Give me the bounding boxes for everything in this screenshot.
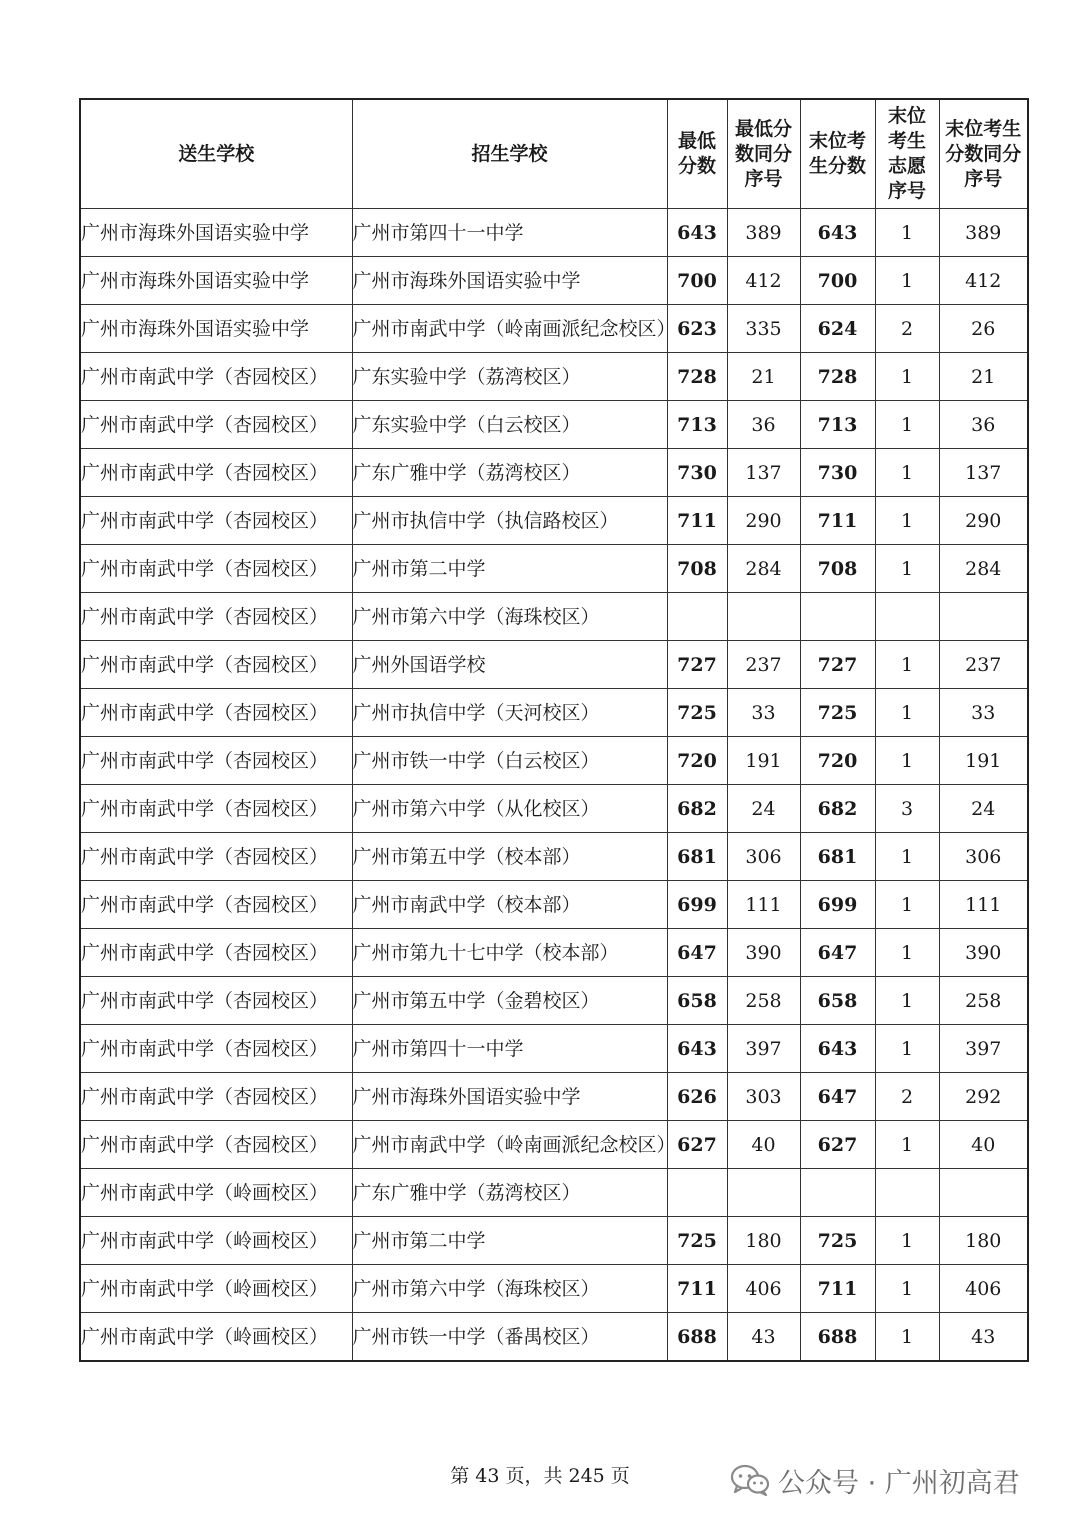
table-row: [80, 353, 1028, 401]
cell-admitting-school: 广州市第二中学: [352, 1217, 667, 1265]
cell-last-score: 699: [800, 881, 875, 929]
cell-last-choice-order: 1: [875, 977, 939, 1025]
cell-last-score: 725: [800, 1217, 875, 1265]
cell-min-score-rank: 303: [727, 1073, 800, 1121]
cell-last-score-rank: 284: [939, 545, 1028, 593]
cell-last-score: 727: [800, 641, 875, 689]
admission-score-table: [79, 98, 1029, 1362]
cell-last-score-rank: 137: [939, 449, 1028, 497]
cell-last-score-rank: [939, 593, 1028, 641]
cell-min-score: 682: [667, 785, 727, 833]
watermark: [730, 1460, 1020, 1500]
cell-admitting-school: 广州市第四十一中学: [352, 209, 667, 257]
cell-last-choice-order: 1: [875, 209, 939, 257]
cell-last-choice-order: 1: [875, 1217, 939, 1265]
cell-sending-school: 广州市南武中学（杏园校区）: [80, 689, 352, 737]
cell-last-score: 647: [800, 1073, 875, 1121]
cell-min-score: 688: [667, 1313, 727, 1362]
cell-min-score-rank: 191: [727, 737, 800, 785]
cell-min-score: 720: [667, 737, 727, 785]
cell-min-score-rank: 390: [727, 929, 800, 977]
header-last-choice-order: 末位 考生 志愿 序号: [875, 99, 939, 209]
cell-last-choice-order: 3: [875, 785, 939, 833]
cell-last-choice-order: 1: [875, 1313, 939, 1362]
table-row: [80, 401, 1028, 449]
cell-admitting-school: 广州市海珠外国语实验中学: [352, 257, 667, 305]
cell-last-choice-order: 1: [875, 1121, 939, 1169]
cell-min-score: 711: [667, 497, 727, 545]
cell-sending-school: 广州市南武中学（杏园校区）: [80, 737, 352, 785]
cell-admitting-school: 广州市第六中学（海珠校区）: [352, 593, 667, 641]
cell-min-score: 658: [667, 977, 727, 1025]
cell-min-score: 643: [667, 209, 727, 257]
table-row: [80, 977, 1028, 1025]
cell-last-choice-order: 1: [875, 689, 939, 737]
cell-min-score-rank: 389: [727, 209, 800, 257]
table-row: [80, 449, 1028, 497]
cell-last-score-rank: 191: [939, 737, 1028, 785]
header-min-score-rank: 最低分 数同分 序号: [727, 99, 800, 209]
cell-sending-school: 广州市南武中学（杏园校区）: [80, 1073, 352, 1121]
cell-min-score-rank: [727, 1169, 800, 1217]
cell-sending-school: 广州市南武中学（杏园校区）: [80, 401, 352, 449]
table-row: [80, 1169, 1028, 1217]
cell-min-score: 725: [667, 1217, 727, 1265]
cell-last-choice-order: 1: [875, 1265, 939, 1313]
cell-min-score-rank: 284: [727, 545, 800, 593]
cell-sending-school: 广州市南武中学（杏园校区）: [80, 545, 352, 593]
cell-last-choice-order: 1: [875, 641, 939, 689]
cell-last-score-rank: 397: [939, 1025, 1028, 1073]
cell-min-score: 699: [667, 881, 727, 929]
cell-sending-school: 广州市南武中学（杏园校区）: [80, 785, 352, 833]
cell-last-score-rank: 406: [939, 1265, 1028, 1313]
table-row: [80, 785, 1028, 833]
cell-last-score: 682: [800, 785, 875, 833]
cell-admitting-school: 广州市海珠外国语实验中学: [352, 1073, 667, 1121]
cell-last-score-rank: 33: [939, 689, 1028, 737]
cell-last-score-rank: 26: [939, 305, 1028, 353]
cell-sending-school: 广州市南武中学（杏园校区）: [80, 641, 352, 689]
cell-last-score-rank: 36: [939, 401, 1028, 449]
cell-min-score-rank: 111: [727, 881, 800, 929]
cell-last-score: [800, 1169, 875, 1217]
cell-min-score: 730: [667, 449, 727, 497]
table-row: [80, 881, 1028, 929]
cell-admitting-school: 广州市第五中学（校本部）: [352, 833, 667, 881]
cell-last-score-rank: 40: [939, 1121, 1028, 1169]
cell-last-score-rank: [939, 1169, 1028, 1217]
cell-min-score-rank: 397: [727, 1025, 800, 1073]
cell-min-score: 708: [667, 545, 727, 593]
cell-min-score: 725: [667, 689, 727, 737]
cell-last-score: 627: [800, 1121, 875, 1169]
header-admitting-school: 招生学校: [352, 99, 667, 209]
cell-min-score-rank: 290: [727, 497, 800, 545]
cell-last-score: 708: [800, 545, 875, 593]
cell-last-score-rank: 412: [939, 257, 1028, 305]
cell-last-score: 730: [800, 449, 875, 497]
cell-min-score-rank: 36: [727, 401, 800, 449]
cell-sending-school: 广州市南武中学（岭画校区）: [80, 1313, 352, 1362]
cell-admitting-school: 广州市执信中学（天河校区）: [352, 689, 667, 737]
cell-sending-school: 广州市南武中学（杏园校区）: [80, 497, 352, 545]
cell-last-choice-order: 2: [875, 305, 939, 353]
cell-last-score: 713: [800, 401, 875, 449]
cell-last-choice-order: 1: [875, 881, 939, 929]
cell-last-score-rank: 290: [939, 497, 1028, 545]
cell-min-score-rank: 237: [727, 641, 800, 689]
cell-sending-school: 广州市南武中学（杏园校区）: [80, 1121, 352, 1169]
cell-min-score-rank: 335: [727, 305, 800, 353]
cell-admitting-school: 广州市南武中学（岭南画派纪念校区）: [352, 1121, 667, 1169]
cell-admitting-school: 广州市执信中学（执信路校区）: [352, 497, 667, 545]
cell-last-choice-order: 1: [875, 401, 939, 449]
table-row: [80, 641, 1028, 689]
cell-min-score-rank: 33: [727, 689, 800, 737]
cell-last-choice-order: 1: [875, 353, 939, 401]
watermark-text: 公众号 · 广州初高君: [778, 1467, 1020, 1499]
header-sending-school: 送生学校: [80, 99, 352, 209]
table-row: [80, 833, 1028, 881]
cell-sending-school: 广州市南武中学（杏园校区）: [80, 353, 352, 401]
cell-min-score: [667, 1169, 727, 1217]
cell-admitting-school: 广州市第六中学（从化校区）: [352, 785, 667, 833]
table-row: [80, 497, 1028, 545]
table-row: [80, 929, 1028, 977]
cell-admitting-school: 广州市第四十一中学: [352, 1025, 667, 1073]
table-row: [80, 545, 1028, 593]
cell-last-score: 647: [800, 929, 875, 977]
cell-last-choice-order: 1: [875, 449, 939, 497]
cell-last-score-rank: 389: [939, 209, 1028, 257]
cell-last-choice-order: 1: [875, 545, 939, 593]
cell-last-score-rank: 390: [939, 929, 1028, 977]
cell-admitting-school: 广州市第九十七中学（校本部）: [352, 929, 667, 977]
cell-admitting-school: 广州市南武中学（岭南画派纪念校区）: [352, 305, 667, 353]
cell-sending-school: 广州市海珠外国语实验中学: [80, 257, 352, 305]
cell-last-score-rank: 24: [939, 785, 1028, 833]
table-row: [80, 1217, 1028, 1265]
cell-admitting-school: 广东实验中学（白云校区）: [352, 401, 667, 449]
table-row: [80, 1313, 1028, 1362]
cell-admitting-school: 广州市第二中学: [352, 545, 667, 593]
cell-sending-school: 广州市海珠外国语实验中学: [80, 305, 352, 353]
cell-last-score: 688: [800, 1313, 875, 1362]
table-row: [80, 305, 1028, 353]
cell-last-score-rank: 292: [939, 1073, 1028, 1121]
cell-min-score: [667, 593, 727, 641]
cell-admitting-school: 广州市铁一中学（番禺校区）: [352, 1313, 667, 1362]
cell-last-choice-order: 1: [875, 257, 939, 305]
cell-last-score-rank: 43: [939, 1313, 1028, 1362]
page-number: 第 43 页，共 245 页: [450, 1465, 630, 1487]
header-last-score-rank: 末位考生 分数同分 序号: [939, 99, 1028, 209]
cell-admitting-school: 广东实验中学（荔湾校区）: [352, 353, 667, 401]
cell-last-score: 624: [800, 305, 875, 353]
table-row: [80, 209, 1028, 257]
cell-sending-school: 广州市南武中学（杏园校区）: [80, 449, 352, 497]
cell-last-score: 681: [800, 833, 875, 881]
cell-min-score-rank: 180: [727, 1217, 800, 1265]
table-header-row: [80, 99, 1028, 209]
cell-last-choice-order: 1: [875, 833, 939, 881]
cell-min-score-rank: 406: [727, 1265, 800, 1313]
cell-min-score: 713: [667, 401, 727, 449]
cell-min-score: 711: [667, 1265, 727, 1313]
cell-sending-school: 广州市南武中学（杏园校区）: [80, 833, 352, 881]
cell-last-score-rank: 21: [939, 353, 1028, 401]
cell-last-score-rank: 237: [939, 641, 1028, 689]
cell-admitting-school: 广东广雅中学（荔湾校区）: [352, 449, 667, 497]
cell-min-score: 626: [667, 1073, 727, 1121]
cell-last-score: 643: [800, 1025, 875, 1073]
table-row: [80, 737, 1028, 785]
cell-last-choice-order: [875, 1169, 939, 1217]
cell-min-score-rank: 258: [727, 977, 800, 1025]
cell-last-score-rank: 111: [939, 881, 1028, 929]
cell-last-score: 711: [800, 497, 875, 545]
cell-last-score: 711: [800, 1265, 875, 1313]
cell-min-score-rank: 21: [727, 353, 800, 401]
cell-last-score: 658: [800, 977, 875, 1025]
cell-last-score-rank: 306: [939, 833, 1028, 881]
cell-last-score: 728: [800, 353, 875, 401]
table-row: [80, 689, 1028, 737]
cell-sending-school: 广州市南武中学（岭画校区）: [80, 1169, 352, 1217]
table-row: [80, 257, 1028, 305]
cell-admitting-school: 广州市南武中学（校本部）: [352, 881, 667, 929]
cell-admitting-school: 广州外国语学校: [352, 641, 667, 689]
cell-min-score-rank: 306: [727, 833, 800, 881]
cell-min-score-rank: 412: [727, 257, 800, 305]
table-row: [80, 1121, 1028, 1169]
cell-last-score: 725: [800, 689, 875, 737]
cell-sending-school: 广州市南武中学（杏园校区）: [80, 977, 352, 1025]
cell-min-score-rank: 43: [727, 1313, 800, 1362]
cell-min-score: 647: [667, 929, 727, 977]
cell-min-score: 681: [667, 833, 727, 881]
cell-admitting-school: 广州市铁一中学（白云校区）: [352, 737, 667, 785]
cell-last-score-rank: 258: [939, 977, 1028, 1025]
cell-last-score: 700: [800, 257, 875, 305]
table-row: [80, 593, 1028, 641]
cell-sending-school: 广州市南武中学（岭画校区）: [80, 1265, 352, 1313]
cell-min-score: 623: [667, 305, 727, 353]
cell-last-score: [800, 593, 875, 641]
cell-admitting-school: 广州市第六中学（海珠校区）: [352, 1265, 667, 1313]
cell-min-score: 627: [667, 1121, 727, 1169]
cell-last-choice-order: 1: [875, 737, 939, 785]
header-last-score: 末位考 生分数: [800, 99, 875, 209]
cell-min-score-rank: 24: [727, 785, 800, 833]
cell-last-choice-order: 1: [875, 1025, 939, 1073]
cell-sending-school: 广州市南武中学（杏园校区）: [80, 1025, 352, 1073]
cell-sending-school: 广州市南武中学（岭画校区）: [80, 1217, 352, 1265]
cell-last-score: 720: [800, 737, 875, 785]
cell-last-score: 643: [800, 209, 875, 257]
cell-last-choice-order: 2: [875, 1073, 939, 1121]
cell-sending-school: 广州市海珠外国语实验中学: [80, 209, 352, 257]
cell-sending-school: 广州市南武中学（杏园校区）: [80, 929, 352, 977]
cell-sending-school: 广州市南武中学（杏园校区）: [80, 881, 352, 929]
cell-min-score-rank: [727, 593, 800, 641]
cell-admitting-school: 广州市第五中学（金碧校区）: [352, 977, 667, 1025]
cell-sending-school: 广州市南武中学（杏园校区）: [80, 593, 352, 641]
cell-last-choice-order: 1: [875, 497, 939, 545]
cell-min-score: 727: [667, 641, 727, 689]
cell-min-score: 728: [667, 353, 727, 401]
cell-min-score: 643: [667, 1025, 727, 1073]
cell-min-score-rank: 137: [727, 449, 800, 497]
table-row: [80, 1025, 1028, 1073]
cell-last-score-rank: 180: [939, 1217, 1028, 1265]
table-row: [80, 1073, 1028, 1121]
table-row: [80, 1265, 1028, 1313]
cell-min-score-rank: 40: [727, 1121, 800, 1169]
wechat-icon: [730, 1464, 770, 1496]
header-min-score: 最低 分数: [667, 99, 727, 209]
cell-admitting-school: 广东广雅中学（荔湾校区）: [352, 1169, 667, 1217]
cell-last-choice-order: 1: [875, 929, 939, 977]
cell-last-choice-order: [875, 593, 939, 641]
cell-min-score: 700: [667, 257, 727, 305]
